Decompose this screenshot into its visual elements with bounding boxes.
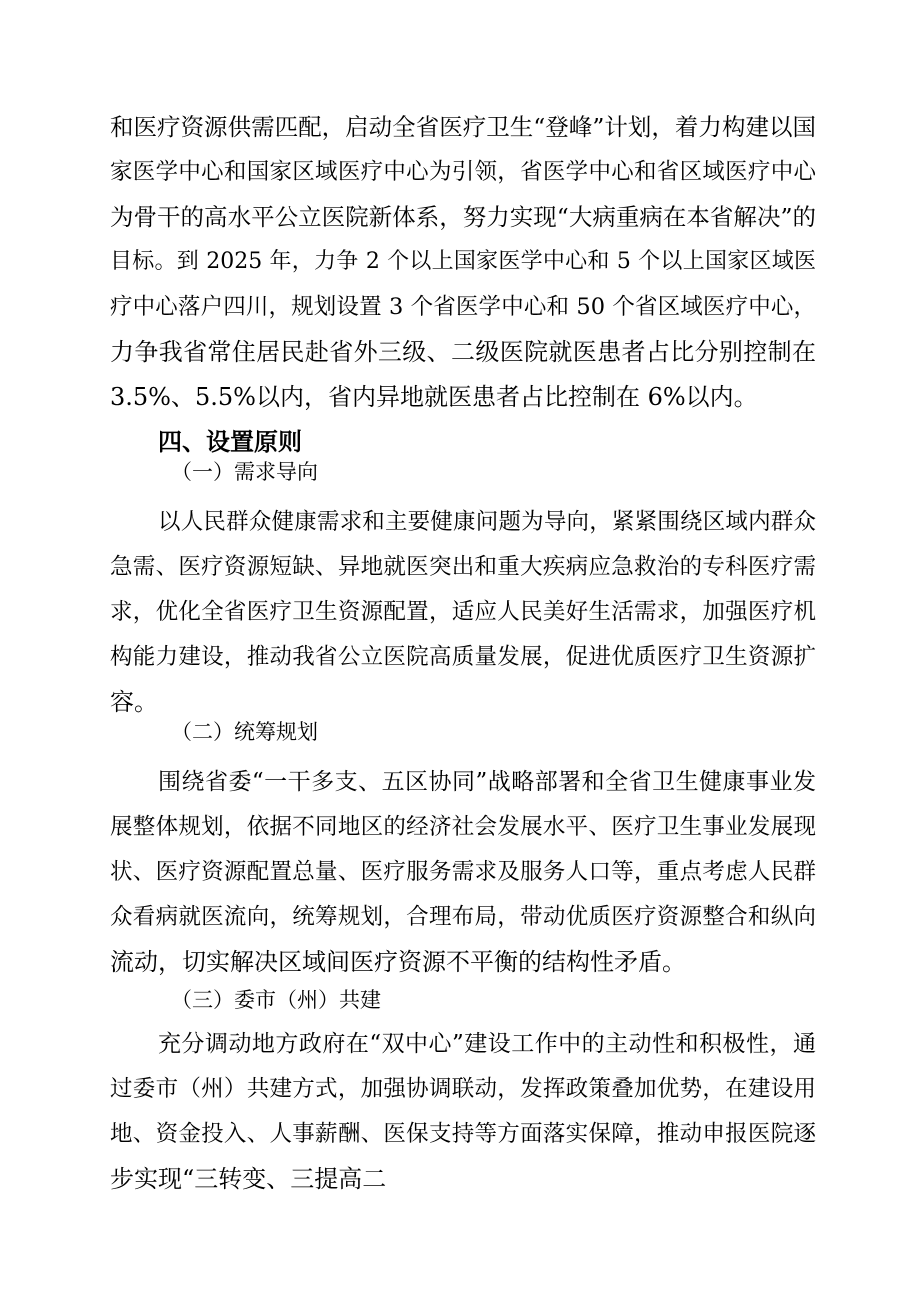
paragraph-line: 求，优化全省医疗卫生资源配置，适应人民美好生活需求，加强医疗机 <box>110 599 816 625</box>
subsection-heading: （二）统筹规划 <box>171 720 318 744</box>
paragraph-line: 过委市（州）共建方式，加强协调联动，发挥政策叠加优势，在建设用 <box>110 1076 816 1102</box>
paragraph-line: 展整体规划，依据不同地区的经济社会发展水平、医疗卫生事业发展现 <box>110 814 816 840</box>
paragraph-line: 以人民群众健康需求和主要健康问题为导向，紧紧围绕区域内群众 <box>158 509 816 535</box>
paragraph-line: 众看病就医流向，统筹规划，合理布局，带动优质医疗资源整合和纵向 <box>110 904 816 930</box>
paragraph-line: 流动，切实解决区域间医疗资源不平衡的结构性矛盾。 <box>110 948 686 976</box>
paragraph-line: 疗中心落户四川，规划设置 3 个省医学中心和 50 个省区域医疗中心， <box>110 294 816 320</box>
subsection-heading: （一）需求导向 <box>171 460 318 484</box>
paragraph-line: 家医学中心和国家区域医疗中心为引领，省医学中心和省区域医疗中心 <box>110 159 816 185</box>
paragraph-line: 容。 <box>110 688 158 716</box>
paragraph-line: 力争我省常住居民赴省外三级、二级医院就医患者占比分别控制在 <box>110 338 816 366</box>
paragraph-line: 为骨干的高水平公立医院新体系，努力实现“大病重病在本省解决”的 <box>110 203 816 231</box>
paragraph-line: 地、资金投入、人事薪酬、医保支持等方面落实保障，推动申报医院逐 <box>110 1121 816 1147</box>
paragraph-line: 3.5%、5.5%以内，省内异地就医患者占比控制在 6%以内。 <box>110 383 758 411</box>
paragraph-line: 急需、医疗资源短缺、异地就医突出和重大疾病应急救治的专科医疗需 <box>110 554 816 580</box>
paragraph-line: 和医疗资源供需匹配，启动全省医疗卫生“登峰”计划，着力构建以国 <box>110 113 816 141</box>
paragraph-line: 充分调动地方政府在“双中心”建设工作中的主动性和积极性，通 <box>158 1031 816 1057</box>
subsection-heading: （三）委市（州）共建 <box>171 988 381 1012</box>
section-heading: 四、设置原则 <box>158 428 302 456</box>
paragraph-line: 构能力建设，推动我省公立医院高质量发展，促进优质医疗卫生资源扩 <box>110 644 816 670</box>
paragraph-line: 步实现“三转变、三提高二 <box>110 1165 387 1193</box>
paragraph-line: 目标。到 2025 年，力争 2 个以上国家医学中心和 5 个以上国家区域医 <box>110 249 816 274</box>
paragraph-line: 围绕省委“一干多支、五区协同”战略部署和全省卫生健康事业发 <box>158 769 816 795</box>
paragraph-line: 状、医疗资源配置总量、医疗服务需求及服务人口等，重点考虑人民群 <box>110 859 816 885</box>
